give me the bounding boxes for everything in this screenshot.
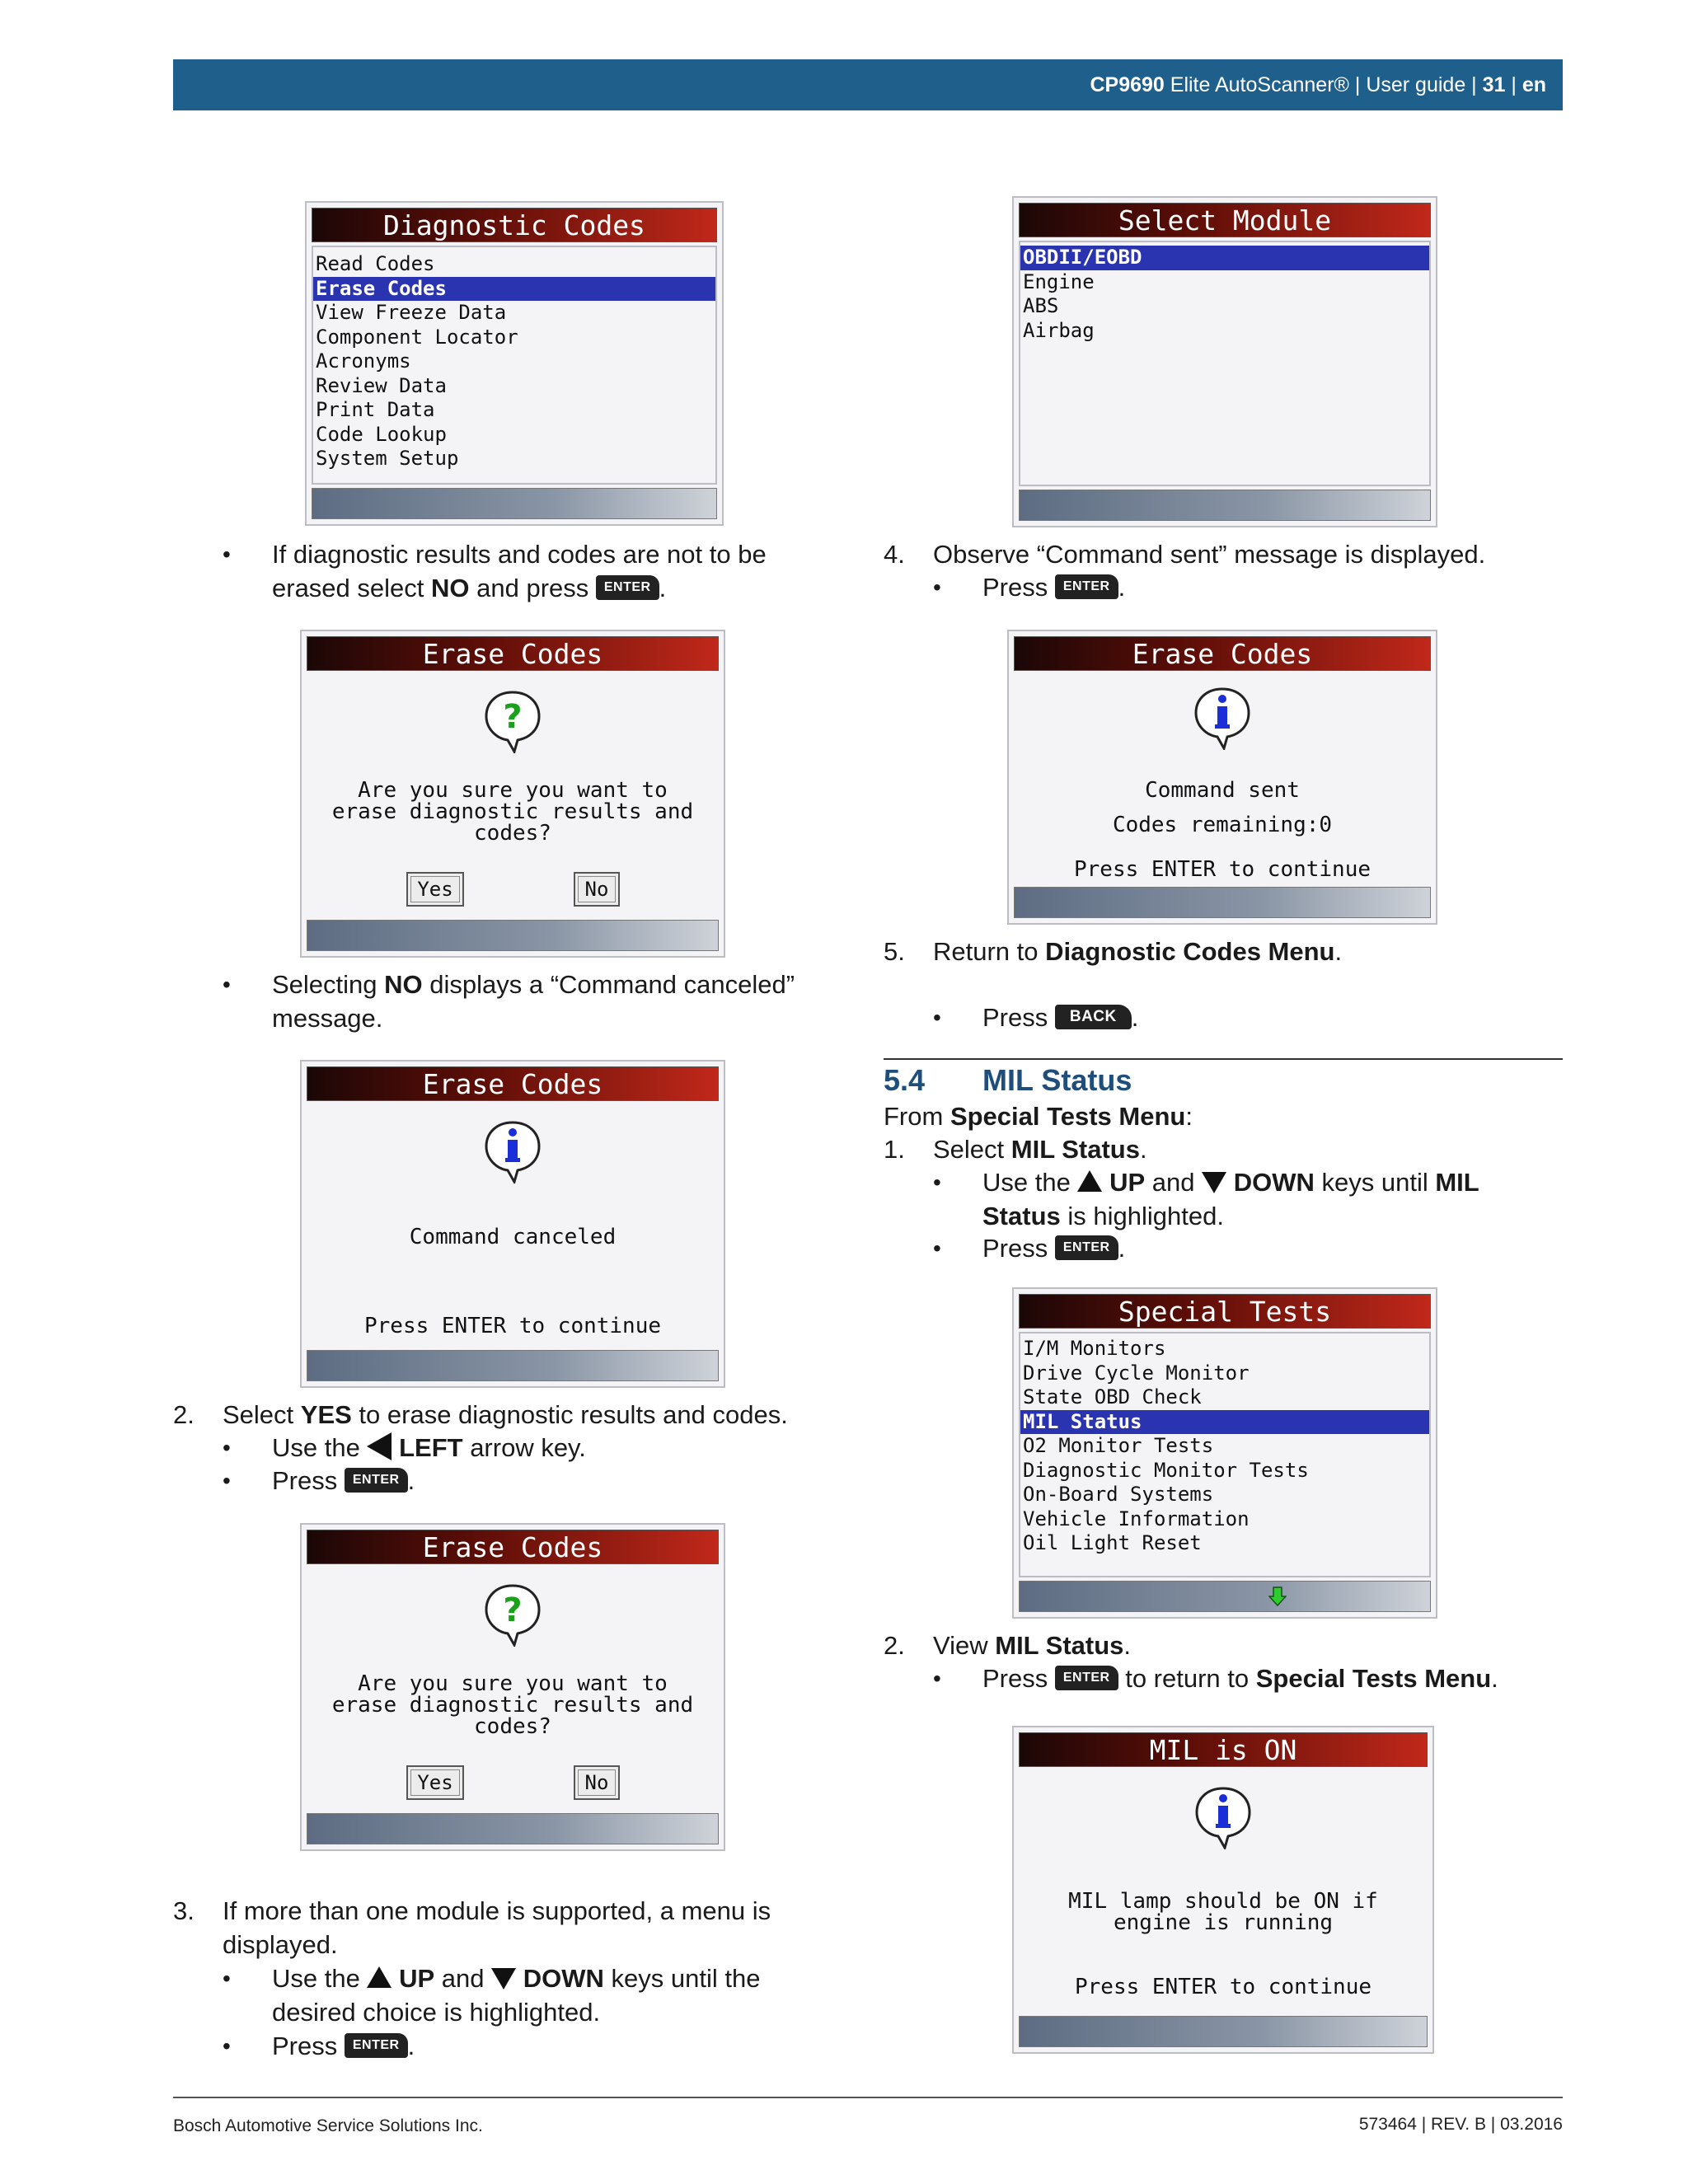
dialog-message: Command canceled	[409, 1225, 617, 1249]
instruction-text	[982, 1165, 1479, 1233]
menu-item-engine[interactable]: Engine	[1023, 269, 1095, 293]
dialog-continue: Press ENTER to continue	[1074, 1975, 1372, 1999]
dialog-line: Are you sure you want to	[358, 1671, 668, 1696]
screen-status-bar	[307, 1813, 719, 1844]
menu-item-diagnostic-monitor-tests[interactable]: Diagnostic Monitor Tests	[1023, 1458, 1309, 1482]
yes-button[interactable]: Yes	[406, 872, 464, 907]
scroll-down-arrow-icon[interactable]	[1268, 1586, 1287, 1606]
screen-erase-codes-confirm-yes	[300, 1523, 725, 1851]
instruction-text: Press BACK .	[982, 1003, 1139, 1032]
step-text: Select YES to erase diagnostic results and codes.	[223, 1400, 788, 1429]
question-icon	[483, 689, 542, 753]
menu-item-system-setup[interactable]: System Setup	[316, 447, 459, 470]
instruction-text	[272, 1961, 760, 2029]
dialog-continue: Press ENTER to continue	[363, 1314, 662, 1338]
instruction-text: Press ENTER to return to Special Tests Menu.	[982, 1664, 1498, 1693]
instruction-line: desired choice is highlighted.	[272, 1998, 601, 2027]
menu-item-obdii-eobd[interactable]: OBDII/EOBD	[1020, 246, 1429, 270]
info-icon	[1193, 686, 1252, 750]
screen-select-module	[1012, 196, 1437, 527]
menu-item-state-obd-check[interactable]: State OBD Check	[1023, 1385, 1202, 1408]
instruction-text: Press ENTER .	[982, 573, 1126, 602]
footer-doc-info: 573464 | REV. B | 03.2016	[1358, 2115, 1563, 2134]
menu-item-im-monitors[interactable]: I/M Monitors	[1023, 1337, 1166, 1360]
menu-item-o2-monitor-tests[interactable]: O2 Monitor Tests	[1023, 1434, 1214, 1457]
dialog-codes-remaining: Codes remaining:0	[1112, 813, 1333, 837]
bullet: •	[223, 1966, 231, 1991]
header-language: en	[1522, 73, 1546, 96]
menu-item-print-data[interactable]: Print Data	[316, 398, 435, 421]
step-number: 2.	[884, 1631, 905, 1660]
screen-status-bar	[1019, 490, 1431, 521]
screen-title: MIL is ON	[1019, 1732, 1428, 1767]
screen-mil-is-on	[1012, 1726, 1434, 2054]
menu-item-vehicle-information[interactable]: Vehicle Information	[1023, 1507, 1250, 1530]
dialog-line: engine is running	[1113, 1910, 1334, 1935]
footer-divider	[173, 2097, 1563, 2098]
dialog-message	[302, 780, 724, 844]
screen-special-tests	[1012, 1287, 1437, 1619]
step-line: displayed.	[223, 1930, 338, 1959]
footer-company: Bosch Automotive Service Solutions Inc.	[173, 2116, 483, 2135]
step-text: Select MIL Status.	[933, 1135, 1147, 1164]
screen-status-bar	[1019, 2016, 1428, 2047]
dialog-continue: Press ENTER to continue	[1073, 857, 1372, 882]
menu-list	[1019, 1332, 1431, 1577]
page-header-band	[173, 59, 1563, 110]
menu-list	[1019, 241, 1431, 486]
screen-title: Select Module	[1019, 203, 1431, 237]
yes-button[interactable]: Yes	[406, 1765, 464, 1800]
header-separator: |	[1505, 73, 1522, 96]
step-number: 4.	[884, 540, 905, 569]
down-arrow-icon	[1202, 1172, 1226, 1193]
section-title: MIL Status	[982, 1063, 1132, 1097]
section-number: 5.4	[884, 1063, 926, 1097]
menu-item-oil-light-reset[interactable]: Oil Light Reset	[1023, 1531, 1202, 1554]
instruction-text: Use the LEFT arrow key.	[272, 1433, 586, 1462]
menu-list	[312, 246, 717, 485]
bullet: •	[933, 1169, 941, 1195]
step-line: If more than one module is supported, a menu is	[223, 1896, 771, 1925]
dialog-message	[302, 1673, 724, 1737]
section-divider	[884, 1058, 1563, 1060]
bullet: •	[223, 2033, 231, 2059]
header-title: Elite AutoScanner® | User guide |	[1164, 73, 1483, 96]
dialog-message	[1014, 1891, 1432, 1933]
instruction-line: Status is highlighted.	[982, 1202, 1224, 1230]
svg-text:?: ?	[503, 698, 523, 736]
instruction-text	[272, 968, 795, 1035]
step-text: View MIL Status.	[933, 1631, 1132, 1660]
enter-key-icon: ENTER	[596, 575, 659, 600]
bullet: •	[933, 574, 941, 600]
menu-item-mil-status[interactable]: MIL Status	[1020, 1410, 1429, 1435]
screen-status-bar	[1019, 1581, 1431, 1612]
menu-item-review-data[interactable]: Review Data	[316, 373, 447, 397]
screen-status-bar	[307, 920, 719, 951]
down-arrow-icon	[491, 1968, 516, 1990]
step-text: Observe “Command sent” message is displayed.	[933, 540, 1486, 569]
left-arrow-icon	[367, 1432, 392, 1460]
bullet: •	[933, 1666, 941, 1691]
screen-title: Erase Codes	[1014, 636, 1431, 671]
dialog-line: MIL lamp should be ON if	[1068, 1889, 1378, 1914]
bullet: •	[933, 1005, 941, 1030]
step-number: 2.	[173, 1400, 195, 1429]
screen-erase-codes-confirm	[300, 630, 725, 958]
question-icon	[483, 1582, 542, 1647]
bullet: •	[223, 1468, 231, 1493]
info-icon	[483, 1119, 542, 1183]
step-text: Return to Diagnostic Codes Menu.	[933, 937, 1343, 966]
bullet: •	[223, 972, 231, 997]
no-button[interactable]: No	[574, 872, 620, 907]
step-text	[223, 1894, 771, 1961]
screen-command-sent	[1007, 630, 1437, 925]
instruction-text	[272, 537, 767, 605]
screen-title: Special Tests	[1019, 1294, 1431, 1329]
info-icon	[1193, 1785, 1253, 1849]
screen-status-bar	[307, 1350, 719, 1381]
screen-status-bar	[312, 488, 717, 519]
instruction-line: Use the UP and DOWN keys until MIL	[982, 1168, 1479, 1197]
instruction-line: If diagnostic results and codes are not to be	[272, 540, 767, 569]
enter-key-icon: ENTER	[345, 2033, 408, 2058]
instruction-text: Press ENTER .	[272, 1466, 415, 1495]
enter-key-icon: ENTER	[1055, 574, 1118, 599]
menu-item-code-lookup[interactable]: Code Lookup	[316, 422, 447, 446]
menu-item-airbag[interactable]: Airbag	[1023, 318, 1095, 342]
up-arrow-icon	[367, 1966, 392, 1988]
bullet: •	[933, 1235, 941, 1261]
instruction-text: Press ENTER .	[982, 1234, 1126, 1263]
enter-key-icon: ENTER	[1055, 1235, 1118, 1260]
screen-status-bar	[1014, 887, 1431, 918]
instruction-line: message.	[272, 1004, 383, 1033]
dialog-message: Command sent	[1145, 778, 1300, 803]
screen-title: Erase Codes	[307, 636, 719, 671]
menu-item-erase-codes[interactable]: Erase Codes	[313, 277, 715, 302]
dialog-line: erase diagnostic results and	[331, 799, 694, 824]
menu-item-acronyms[interactable]: Acronyms	[316, 349, 411, 373]
bullet: •	[223, 541, 231, 567]
menu-item-component-locator[interactable]: Component Locator	[316, 325, 518, 349]
screen-title: Erase Codes	[307, 1530, 719, 1564]
enter-key-icon: ENTER	[1055, 1666, 1118, 1690]
dialog-line: Are you sure you want to	[358, 778, 668, 803]
screen-title: Diagnostic Codes	[312, 208, 717, 242]
step-number: 3.	[173, 1896, 195, 1925]
header-product: CP9690	[1090, 73, 1165, 96]
instruction-line: Selecting NO displays a “Command canceled”	[272, 970, 795, 999]
dialog-line: codes?	[474, 1714, 551, 1739]
screen-diagnostic-codes	[305, 201, 724, 526]
step-number: 1.	[884, 1135, 905, 1164]
menu-item-on-board-systems[interactable]: On-Board Systems	[1023, 1483, 1214, 1506]
step-number: 5.	[884, 937, 905, 966]
no-button[interactable]: No	[574, 1765, 620, 1800]
back-key-icon: BACK	[1055, 1005, 1132, 1029]
svg-text:?: ?	[503, 1591, 523, 1629]
dialog-line: codes?	[474, 821, 551, 846]
menu-item-abs[interactable]: ABS	[1023, 294, 1059, 317]
instruction-line: Use the UP and DOWN keys until the	[272, 1964, 761, 1993]
dialog-line: erase diagnostic results and	[331, 1693, 694, 1718]
screen-title: Erase Codes	[307, 1066, 719, 1101]
instruction-text: Press ENTER .	[272, 2032, 415, 2060]
intro-text: From Special Tests Menu:	[884, 1102, 1193, 1131]
menu-item-view-freeze-data[interactable]: View Freeze Data	[316, 301, 507, 324]
bullet: •	[223, 1435, 231, 1460]
menu-item-drive-cycle-monitor[interactable]: Drive Cycle Monitor	[1023, 1361, 1250, 1385]
up-arrow-icon	[1077, 1170, 1102, 1192]
page-header-text	[1090, 59, 1546, 110]
header-page-number: 31	[1482, 73, 1506, 96]
menu-item-read-codes[interactable]: Read Codes	[316, 252, 435, 275]
screen-command-canceled	[300, 1060, 725, 1388]
instruction-line: erased select NO and press ENTER .	[272, 574, 667, 602]
enter-key-icon: ENTER	[345, 1468, 408, 1493]
